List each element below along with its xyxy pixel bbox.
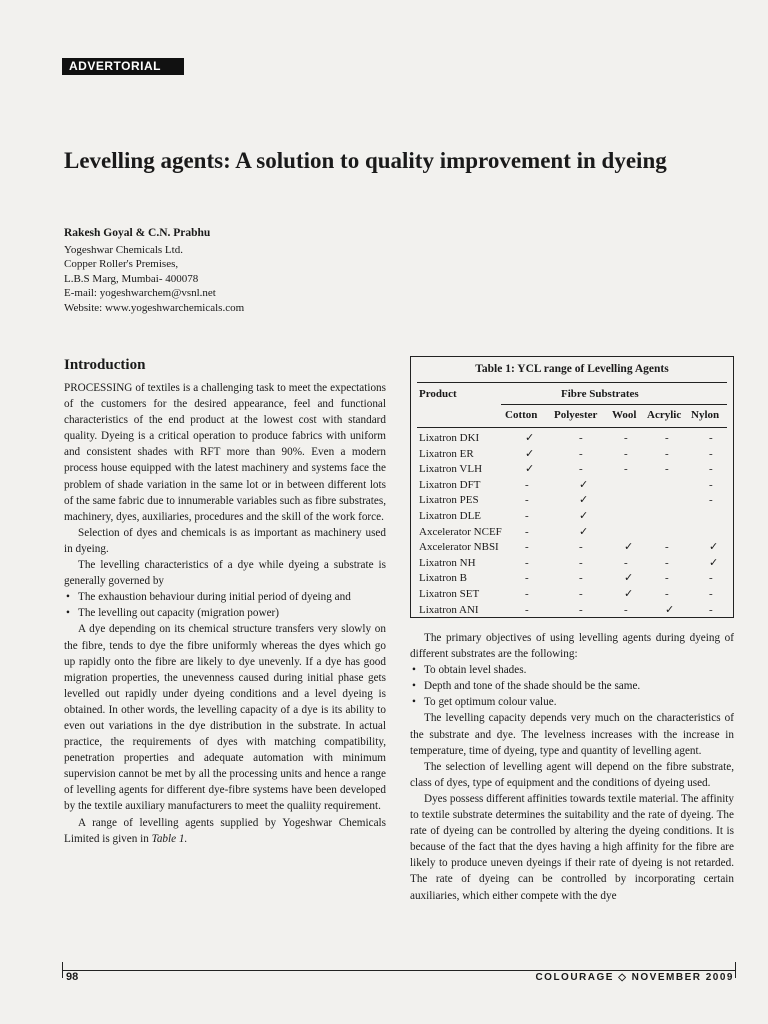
col-header-cotton: Cotton: [505, 409, 538, 421]
footer-tick: [735, 962, 736, 978]
substrate-cell: -: [665, 447, 669, 460]
substrate-cell: -: [579, 603, 583, 616]
substrate-cell: ✓: [525, 447, 535, 460]
substrate-cell: ✓: [579, 510, 589, 522]
product-cell: Lixatron ANI: [419, 603, 479, 616]
substrate-cell: -: [709, 588, 713, 600]
substrate-cell: ✓: [624, 572, 634, 585]
product-cell: Lixatron VLH: [419, 463, 483, 476]
paragraph: The primary objectives of using levelling agents during dyeing of different substrates are the following:: [410, 632, 734, 661]
table-row: [419, 447, 729, 463]
article-title: Levelling agents: A solution to quality improvement in dyeing: [64, 148, 667, 173]
substrate-cell: -: [579, 463, 583, 476]
substrate-cell: ✓: [709, 541, 719, 554]
affiliation-line: Yogeshwar Chemicals Ltd.: [64, 243, 183, 256]
substrate-cell: -: [579, 541, 583, 554]
substrate-cell: -: [665, 463, 669, 476]
magazine-issue: COLOURAGE ◇ NOVEMBER 2009: [535, 972, 734, 983]
product-cell: Axcelerator NBSI: [419, 541, 499, 554]
table-row: [419, 478, 729, 494]
product-cell: Lixatron PES: [419, 494, 479, 507]
left-column: [64, 356, 386, 847]
table-row: [419, 556, 729, 572]
list-item: • To get optimum colour value.: [410, 694, 734, 710]
table-row: [419, 509, 729, 525]
substrate-cell: -: [525, 478, 529, 491]
substrate-cell: -: [665, 432, 669, 444]
substrate-cell: ✓: [579, 494, 589, 507]
col-header-nylon: Nylon: [691, 409, 720, 421]
product-cell: Lixatron B: [419, 572, 467, 585]
page-number: 98: [66, 971, 79, 983]
substrate-cell: -: [709, 494, 713, 507]
substrate-cell: -: [525, 588, 529, 600]
substrate-cell: -: [709, 572, 713, 585]
substrate-cell: -: [525, 603, 529, 616]
substrate-cell: ✓: [624, 541, 634, 554]
substrate-cell: -: [665, 588, 669, 600]
table-caption: Table 1: YCL range of Levelling Agents: [475, 363, 669, 375]
substrate-cell: -: [579, 572, 583, 585]
paragraph: The selection of levelling agent will depend on the fibre substrate, class of dyes, type of equipment and the conditions of dyeing used.: [410, 760, 734, 789]
substrate-cell: -: [579, 556, 583, 569]
footer-rule: [62, 970, 736, 971]
substrate-cell: -: [579, 432, 583, 444]
substrate-cell: -: [709, 603, 713, 616]
table-rule: [417, 427, 727, 428]
substrate-cell: -: [709, 478, 713, 491]
paragraph: Selection of dyes and chemicals is as important as machinery used in dyeing.: [64, 526, 386, 555]
substrate-cell: -: [665, 541, 669, 554]
substrate-cell: -: [579, 588, 583, 600]
col-header-product: Product: [419, 388, 457, 400]
substrate-cell: -: [709, 447, 713, 460]
substrate-cell: ✓: [709, 556, 719, 569]
substrate-cell: -: [624, 556, 628, 569]
email-line: E-mail: yogeshwarchem@vsnl.net: [64, 287, 216, 299]
substrate-cell: -: [525, 572, 529, 585]
table-row: [419, 587, 729, 603]
author-block: [64, 226, 464, 315]
substrate-cell: ✓: [624, 588, 634, 600]
table-rule: [501, 404, 727, 405]
substrate-cell: -: [525, 525, 529, 538]
table-row: [419, 462, 729, 478]
substrate-cell: -: [624, 432, 628, 444]
section-heading: Introduction: [64, 357, 146, 373]
table-row: [419, 540, 729, 556]
col-header-acrylic: Acrylic: [647, 409, 682, 421]
list-item: • The exhaustion behaviour during initial period of dyeing and: [64, 589, 386, 605]
paragraph: Dyes possess different affinities towards textile material. The affinity to textile substrate determines the suitability and the rate of dyeing. The rate of dyeing can be controlled by altering the dyeing conditions. It is because of the fact that the dyes having a high affinity for the fibre are likely to produce uneven dyeings if their rate of dyeing is not retarded. The rate of dyeing can be controlled by incorporating certain auxiliaries, which either compete with the dye: [410, 792, 734, 902]
bullet-list: [410, 662, 734, 710]
page-footer: [62, 966, 736, 988]
bullet-list: [64, 589, 386, 621]
col-header-wool: Wool: [612, 409, 637, 421]
table-row: [419, 603, 729, 619]
paragraph: A dye depending on its chemical structure transfers very slowly on the fibre, tends to dye the fibre uniformly whereas the dyes which go up rapidly onto the fibre are likely to dye unevenly. If a dye has good migration properties, the unevenness caused during initial phase gets levelled out rapidly under dyeing conditions and a level dyeing is obtained. In other words, the levelling capacity of a dye is its ability to even out variations in the dye distribution in the substrate. In actual practice, the requirements of dyes with matching compatibility, penetration properties and adequate automation with minimum supervision cannot be met by all the processing units and hence a range of levelling agents for different dye-fibre systems have been developed by the textile auxiliary manufacturers to meet the qualiity requirement.: [64, 623, 386, 813]
substrate-cell: ✓: [579, 478, 589, 491]
website-line: Website: www.yogeshwarchemicals.com: [64, 301, 245, 314]
list-item: • Depth and tone of the shade should be the same.: [410, 678, 734, 694]
substrate-cell: ✓: [579, 525, 589, 538]
substrate-cell: -: [665, 556, 669, 569]
substrate-cell: -: [624, 603, 628, 616]
table-row: [419, 431, 729, 447]
substrate-cell: ✓: [665, 603, 675, 616]
substrate-cell: -: [665, 572, 669, 585]
table-row: [419, 571, 729, 587]
advertorial-tag: ADVERTORIAL: [62, 58, 184, 75]
author-names: Rakesh Goyal & C.N. Prabhu: [64, 227, 211, 239]
substrate-cell: -: [579, 447, 583, 460]
substrate-cell: -: [709, 432, 713, 444]
substrate-cell: -: [525, 494, 529, 507]
paragraph: The levelling capacity depends very much on the characteristics of the substrate and dye. The levelness increases with the increase in temperature, time of dyeing, type and quantity of levelling agent.: [410, 712, 734, 757]
right-column: [410, 630, 734, 904]
product-cell: Lixatron DLE: [419, 510, 482, 522]
substrate-cell: -: [525, 510, 529, 522]
list-item: • The levelling out capacity (migration power): [64, 605, 386, 621]
affiliation-line: Copper Roller's Premises,: [64, 258, 179, 270]
table-reference: Table 1.: [151, 832, 188, 845]
footer-tick: [62, 962, 63, 978]
levelling-agents-table: [410, 356, 734, 618]
substrate-cell: ✓: [525, 463, 535, 476]
substrate-cell: ✓: [525, 432, 535, 444]
paragraph: The levelling characteristics of a dye while dyeing a substrate is generally governed by: [64, 559, 386, 588]
table-rule: [417, 382, 727, 383]
substrate-cell: -: [624, 463, 628, 476]
col-header-group: Fibre Substrates: [561, 388, 639, 400]
paragraph-text: A range of levelling agents supplied by Yogeshwar Chemicals Limited is given in: [64, 816, 386, 845]
paragraph: PROCESSING of textiles is a challenging task to meet the expectations of the customers for the desired appearance, feel and functional characteristics of the end product at the lowest cost with standard quality. Dyeing is a critical operation to produce fabrics with uniform and consistent shades with RFT more than 90%. Even a modern process house equipped with the latest machinery and systems face the problem of shade variation in the same lot or in between different lots of the same fabric due to innumerable variables such as fibre substrates, machinery, dyes, auxiliaries, procedures and the skill of the work force.: [64, 382, 386, 523]
substrate-cell: -: [624, 447, 628, 460]
product-cell: Lixatron DFT: [419, 478, 481, 491]
substrate-cell: -: [709, 463, 713, 476]
table-row: [419, 493, 729, 509]
affiliation-line: L.B.S Marg, Mumbai- 400078: [64, 272, 199, 285]
paragraph: [64, 815, 386, 847]
product-cell: Axcelerator NCEF: [419, 525, 502, 538]
list-item: • To obtain level shades.: [410, 662, 734, 678]
product-cell: Lixatron DKI: [419, 432, 480, 444]
col-header-polyester: Polyester: [554, 409, 598, 421]
substrate-cell: -: [525, 556, 529, 569]
product-cell: Lixatron NH: [419, 556, 476, 569]
product-cell: Lixatron ER: [419, 447, 474, 460]
substrate-cell: -: [525, 541, 529, 554]
table-row: [419, 525, 729, 541]
product-cell: Lixatron SET: [419, 588, 480, 600]
